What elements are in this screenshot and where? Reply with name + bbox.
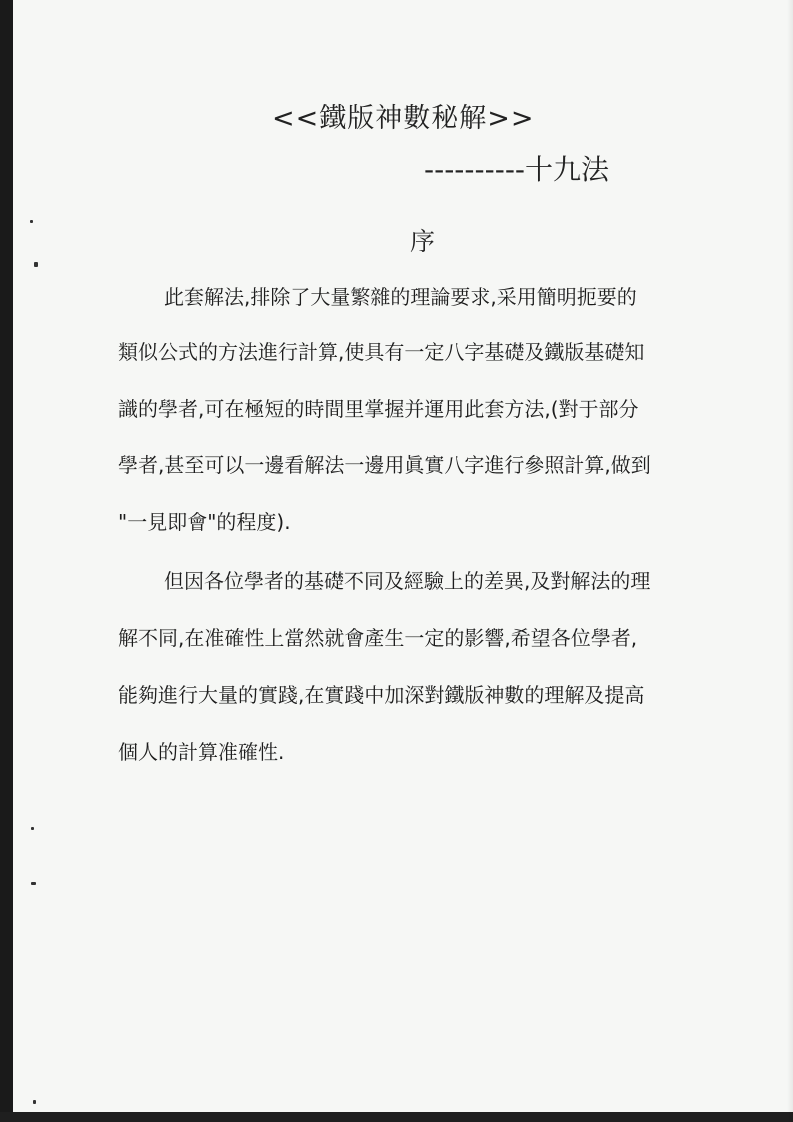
scan-speck (30, 220, 33, 223)
preface-heading: 序 (410, 227, 436, 256)
scan-edge-right (787, 0, 793, 1122)
document-title: <<鐵版神數秘解>> (272, 103, 535, 134)
paragraph-line: 此套解法,排除了大量繁雜的理論要求,采用簡明扼要的 (164, 285, 637, 309)
paragraph-line: 學者,甚至可以一邊看解法一邊用眞實八字進行參照計算,做到 (118, 453, 651, 477)
scan-edge-bottom (0, 1112, 793, 1122)
scan-edge-left (0, 0, 13, 1122)
scan-speck (33, 1100, 36, 1104)
scan-speck (31, 882, 36, 885)
paragraph-line: "一見即會"的程度). (118, 510, 291, 534)
paragraph-line: 解不同,在准確性上當然就會產生一定的影響,希望各位學者, (118, 626, 638, 650)
scan-speck (31, 827, 34, 830)
paragraph-line: 類似公式的方法進行計算,使具有一定八字基礎及鐵版基礎知 (118, 340, 645, 364)
paragraph-line: 識的學者,可在極短的時間里掌握并運用此套方法,(對于部分 (118, 397, 639, 421)
document-subtitle: ----------十九法 (424, 153, 610, 186)
paragraph-line: 個人的計算准確性. (118, 740, 285, 764)
paragraph-line: 但因各位學者的基礎不同及經驗上的差異,及對解法的理 (164, 569, 651, 593)
paragraph-line: 能夠進行大量的實踐,在實踐中加深對鐵版神數的理解及提高 (118, 683, 645, 707)
scan-speck (34, 262, 38, 267)
